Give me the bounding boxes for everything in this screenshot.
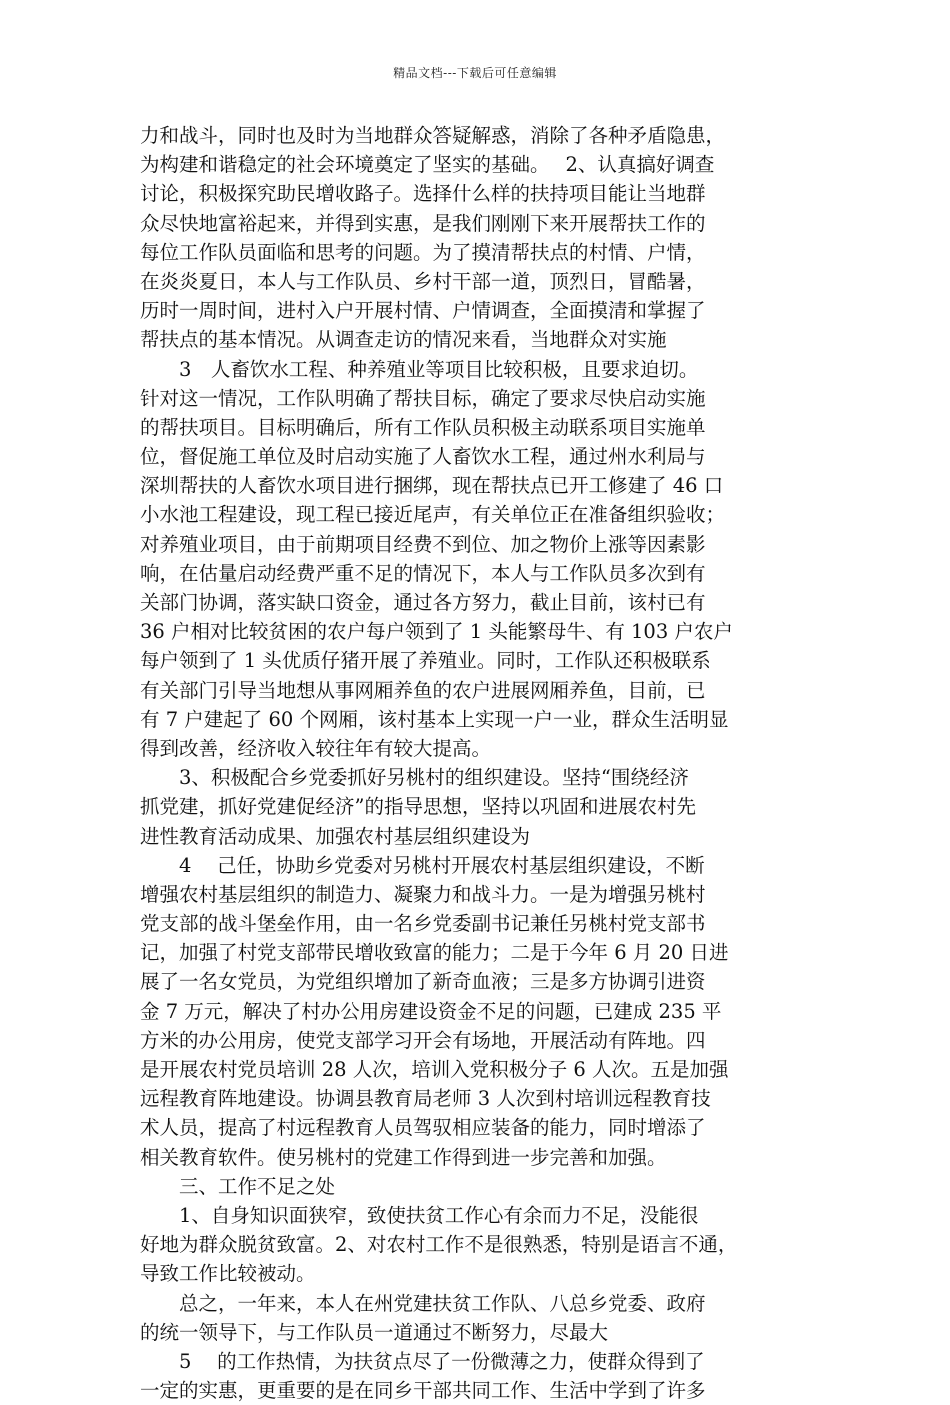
text-line: 相关教育软件。使另桃村的党建工作得到进一步完善和加强。 xyxy=(140,1145,667,1169)
text-line: 展了一名女党员，为党组织增加了新奇血液；三是多方协调引进资 xyxy=(140,970,706,994)
text-line: 针对这一情况，工作队明确了帮扶目标，确定了要求尽快启动实施 xyxy=(140,386,706,410)
text-line: 金 7 万元，解决了村办公用房建设资金不足的问题，已建成 235 平 xyxy=(140,999,722,1023)
text-line: 增强农村基层组织的制造力、凝聚力和战斗力。一是为增强另桃村 xyxy=(140,882,706,906)
text-line: 是开展农村党员培训 28 人次，培训入党积极分子 6 人次。五是加强 xyxy=(140,1058,729,1081)
text-line: 3、积极配合乡党委抓好另桃村的组织建设。坚持“围绕经济 xyxy=(140,766,689,790)
text-line: 抓党建，抓好党建促经济”的指导思想，坚持以巩固和进展农村先 xyxy=(140,795,696,819)
text-line: 一定的实惠，更重要的是在同乡干部共同工作、生活中学到了许多 xyxy=(140,1379,706,1403)
text-line: 术人员，提高了村远程教育人员驾驭相应装备的能力，同时增添了 xyxy=(140,1116,706,1140)
text-line: 帮扶点的基本情况。从调查走访的情况来看，当地群众对实施 xyxy=(140,328,667,352)
text-line: 的帮扶项目。目标明确后，所有工作队员积极主动联系项目实施单 xyxy=(140,415,706,439)
text-line: 有 7 户建起了 60 个网厢，该村基本上实现一户一业，群众生活明显 xyxy=(140,707,729,731)
text-line: 党支部的战斗堡垒作用，由一名乡党委副书记兼任另桃村党支部书 xyxy=(140,912,706,936)
text-line: 讨论，积极探究助民增收路子。选择什么样的扶持项目能让当地群 xyxy=(140,182,706,206)
text-line: 小水池工程建设，现工程已接近尾声，有关单位正在准备组织验收； xyxy=(140,503,726,527)
text-line: 每位工作队员面临和思考的问题。为了摸清帮扶点的村情、户情， xyxy=(140,240,706,264)
text-line: 响，在估量启动经费严重不足的情况下，本人与工作队员多次到有 xyxy=(140,561,706,585)
text-line: 关部门协调，落实缺口资金，通过各方努力，截止目前，该村已有 xyxy=(140,591,706,614)
text-line: 进性教育活动成果、加强农村基层组织建设为 xyxy=(140,824,531,848)
text-line: 总之，一年来，本人在州党建扶贫工作队、八总乡党委、政府 xyxy=(140,1291,706,1315)
text-line: 5 的工作热情，为扶贫点尽了一份微薄之力，使群众得到了 xyxy=(140,1349,705,1373)
text-line: 36 户相对比较贫困的农户每户领到了 1 头能繁母牛、有 103 户农户 xyxy=(140,620,733,644)
text-line: 的统一领导下，与工作队员一道通过不断努力，尽最大 xyxy=(140,1320,609,1344)
text-line: 为构建和谐稳定的社会环境奠定了坚实的基础。 2、认真搞好调查 xyxy=(140,153,715,177)
text-line: 有关部门引导当地想从事网厢养鱼的农户进展网厢养鱼，目前，已 xyxy=(140,678,706,702)
text-line: 3 人畜饮水工程、种养殖业等项目比较积极，且要求迫切。 xyxy=(140,357,699,381)
text-line: 记，加强了村党支部带民增收致富的能力；二是于今年 6 月 20 日进 xyxy=(140,941,729,965)
text-line: 在炎炎夏日，本人与工作队员、乡村干部一道，顶烈日，冒酷暑， xyxy=(140,269,706,293)
text-line: 力和战斗，同时也及时为当地群众答疑解惑，消除了各种矛盾隐患， xyxy=(140,124,726,147)
section-heading: 三、工作不足之处 xyxy=(140,1174,336,1198)
text-line: 导致工作比较被动。 xyxy=(140,1262,316,1286)
text-line: 1、自身知识面狭窄，致使扶贫工作心有余而力不足，没能很 xyxy=(140,1203,699,1227)
text-line: 位，督促施工单位及时启动实施了人畜饮水工程，通过州水利局与 xyxy=(140,445,706,469)
text-line: 对养殖业项目，由于前期项目经费不到位、加之物价上涨等因素影 xyxy=(140,532,706,556)
text-line: 历时一周时间，进村入户开展村情、户情调查，全面摸清和掌握了 xyxy=(140,299,706,323)
text-line: 深圳帮扶的人畜饮水项目进行捆绑，现在帮扶点已开工修建了 46 口 xyxy=(140,474,724,498)
document-body xyxy=(140,121,820,1405)
page-header: 精品文档---下载后可任意编辑 xyxy=(393,66,557,80)
text-line: 好地为群众脱贫致富。2、对农村工作不是很熟悉，特别是语言不通， xyxy=(140,1233,738,1257)
text-line: 每户领到了 1 头优质仔猪开展了养殖业。同时，工作队还积极联系 xyxy=(140,649,711,673)
text-line: 远程教育阵地建设。协调县教育局老师 3 人次到村培训远程教育技 xyxy=(140,1087,711,1111)
text-line: 4 己任，协助乡党委对另桃村开展农村基层组织建设，不断 xyxy=(140,853,705,877)
text-line: 众尽快地富裕起来，并得到实惠，是我们刚刚下来开展帮扶工作的 xyxy=(140,211,706,235)
text-line: 方米的办公用房，使党支部学习开会有场地，开展活动有阵地。四 xyxy=(140,1028,706,1052)
text-line: 得到改善，经济收入较往年有较大提高。 xyxy=(140,736,492,760)
